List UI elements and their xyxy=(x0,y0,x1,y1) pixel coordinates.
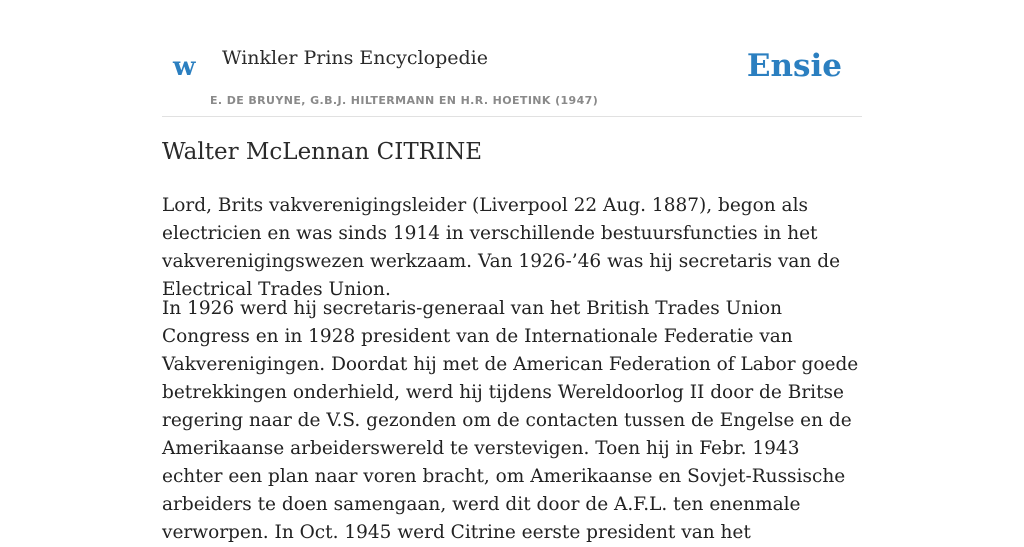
article-paragraph-2: In 1926 werd hij secretaris-generaal van het British Trades Union Congress en in 1928 president van de Internationale Federatie van Vakverenigingen. Doordat hij met de American Federation of Labor goede betrekkingen onderhield, werd hij tijdens Wereldoorlog II door de Britse regering naar de V.S. gezonden om de contacten tussen de Engelse en de Amerikaanse arbeiderswereld te verstevigen. Toen hij in Febr. 1943 echter een plan naar voren bracht, om Amerikaanse en Sovjet-Russische arbeiders te doen samengaan, werd dit door de A.F.L. ten enenmale verworpen. In Oct. 1945 werd Citrine eerste president van het xyxy=(162,298,859,543)
source-title-link[interactable]: Winkler Prins Encyclopedie xyxy=(222,47,488,69)
brand-logo[interactable]: Ensie xyxy=(746,48,842,84)
article-title: Walter McLennan CITRINE xyxy=(162,139,482,165)
source-authors: E. DE BRUYNE, G.B.J. HILTERMANN EN H.R. HOETINK (1947) xyxy=(210,94,599,107)
article-paragraph-1: Lord, Brits vakverenigingsleider (Liverpool 22 Aug. 1887), begon als electricien en was sinds 1914 in verschillende bestuursfuncties in het vakverenigingswezen werkzaam. Van 1926-’46 was hij secretaris van de Electrical Trades Union. xyxy=(162,195,841,300)
source-logo-icon[interactable]: w xyxy=(173,52,196,82)
source-header xyxy=(162,40,862,117)
